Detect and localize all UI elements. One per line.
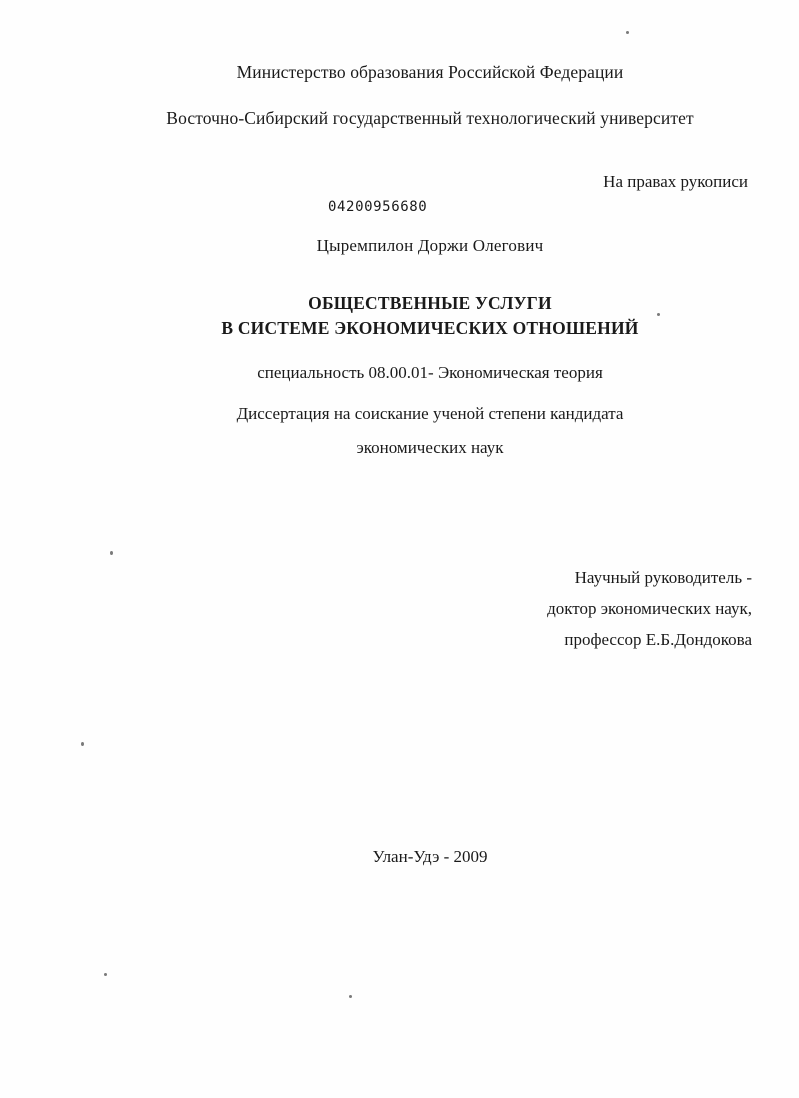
academic-advisor-block xyxy=(120,562,752,655)
scan-speck xyxy=(81,742,84,746)
degree-line-1: Диссертация на соискание ученой степени кандидата xyxy=(236,404,624,423)
scan-speck xyxy=(104,973,107,976)
scan-speck xyxy=(657,313,660,316)
dissertation-title-line-2: В СИСТЕМЕ ЭКОНОМИЧЕСКИХ ОТНОШЕНИЙ xyxy=(221,318,639,338)
place-and-year: Улан-Удэ - 2009 xyxy=(372,847,488,866)
scan-speck xyxy=(626,31,629,34)
specialty-line: специальность 08.00.01- Экономическая теория xyxy=(257,363,603,382)
advisor-name: профессор Е.Б.Дондокова xyxy=(564,630,752,649)
scan-speck xyxy=(349,995,352,998)
degree-line-2: экономических наук xyxy=(356,438,504,457)
author-name: Цыремпилон Доржи Олегович xyxy=(316,236,544,255)
dissertation-title xyxy=(120,291,740,341)
scan-speck xyxy=(110,551,113,555)
ministry-heading: Министерство образования Российской Федерации xyxy=(236,62,624,82)
udk-code: 04200956680 xyxy=(328,199,428,215)
manuscript-note: На правах рукописи xyxy=(603,172,748,191)
advisor-label: Научный руководитель - xyxy=(574,568,752,587)
university-heading: Восточно-Сибирский государственный технологический университет xyxy=(166,108,694,128)
title-page-content xyxy=(120,0,760,1098)
advisor-degree: доктор экономических наук, xyxy=(547,599,752,618)
dissertation-title-line-1: ОБЩЕСТВЕННЫЕ УСЛУГИ xyxy=(308,293,552,313)
